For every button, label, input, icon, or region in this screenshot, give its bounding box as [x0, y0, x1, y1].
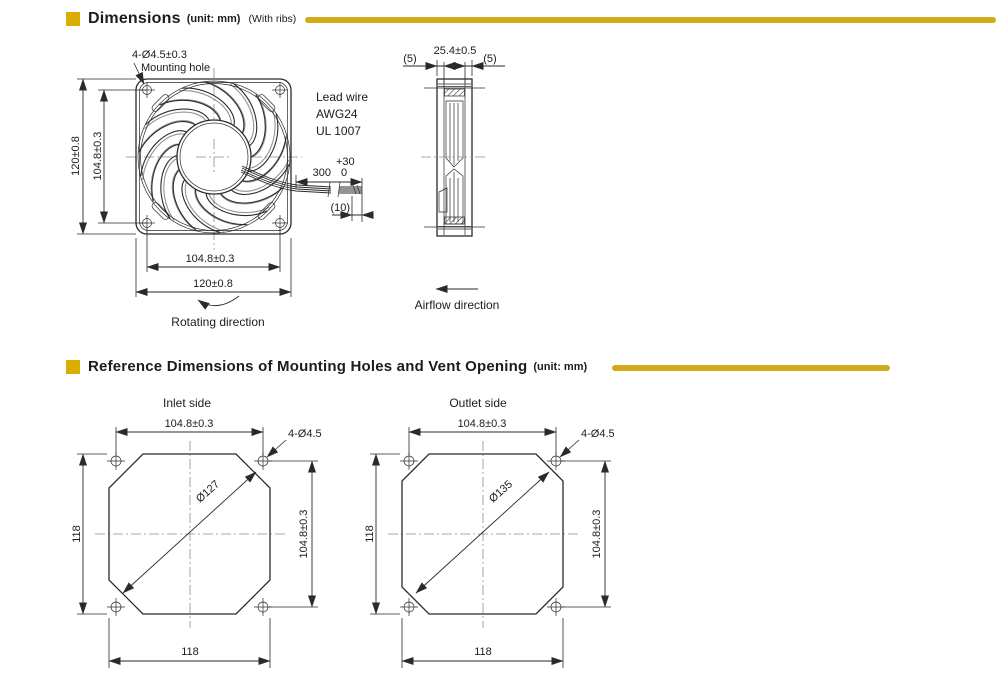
outlet-vent-diameter-line: [416, 472, 549, 593]
dim-inner-height: 104.8±0.3: [91, 131, 104, 181]
section1-note: (With ribs): [248, 13, 297, 25]
fan-front-view: [70, 49, 373, 329]
dim-lead-tol-plus: +30: [336, 156, 355, 168]
inlet-dim-left: 118: [70, 525, 83, 543]
lead-wire-label-1: Lead wire: [316, 90, 369, 104]
outlet-dim-bottom: 118: [474, 646, 492, 658]
mounting-hole-dia-label: 4-Ø4.5±0.3: [132, 49, 187, 61]
section2-unit: (unit: mm): [533, 360, 588, 373]
inlet-hole-label: 4-Ø4.5: [288, 428, 322, 440]
inlet-dim-bottom: 118: [181, 646, 199, 658]
dim-depth: 25.4±0.5: [433, 45, 477, 57]
side-blade-profiles: [439, 101, 463, 224]
side-view-dimensions: [403, 45, 505, 83]
mounting-hole-label: Mounting hole: [141, 62, 211, 74]
dim-outer-width: 120±0.8: [193, 278, 233, 290]
fan-side-view: [403, 45, 505, 312]
inlet-vent-diameter: Ø127: [193, 478, 223, 506]
rib-section-top: [445, 89, 465, 96]
outlet-side-label: Outlet side: [449, 396, 507, 410]
section1-unit: (unit: mm): [186, 13, 241, 25]
dim-lead-length: 300: [312, 167, 331, 179]
outlet-dim-right: 104.8±0.3: [590, 509, 603, 559]
outlet-dim-top: 104.8±0.3: [457, 418, 507, 430]
section1-title: Dimensions: [88, 10, 181, 27]
dim-inner-width: 104.8±0.3: [185, 253, 235, 265]
rotating-direction-label: Rotating direction: [171, 315, 265, 329]
inlet-vent-diameter-line: [123, 472, 256, 593]
dim-rib-right: (5): [483, 53, 497, 65]
rotating-direction-arrow: [198, 296, 239, 306]
side-frame: [437, 79, 472, 236]
lead-wire-label-2: AWG24: [316, 107, 358, 121]
inlet-side-drawing: [71, 396, 322, 668]
section2-title: Reference Dimensions of Mounting Holes and Vent Opening: [88, 358, 528, 375]
inlet-dim-top: 104.8±0.3: [164, 418, 214, 430]
outlet-dim-left: 118: [363, 525, 376, 543]
dim-strip-length: (10): [330, 202, 350, 214]
rib-section-bottom: [445, 217, 465, 224]
inlet-dim-right: 104.8±0.3: [297, 509, 310, 559]
outlet-hole-label: 4-Ø4.5: [581, 428, 615, 440]
dim-lead-tol-zero: 0: [341, 167, 348, 179]
airflow-direction-label: Airflow direction: [414, 298, 500, 312]
outlet-vent-diameter: Ø135: [486, 478, 516, 506]
outlet-side-drawing: [364, 396, 615, 668]
inlet-side-label: Inlet side: [162, 396, 212, 410]
lead-wire-label-3: UL 1007: [316, 124, 361, 138]
dim-rib-left: (5): [403, 53, 417, 65]
dim-outer-height: 120±0.8: [69, 136, 82, 176]
